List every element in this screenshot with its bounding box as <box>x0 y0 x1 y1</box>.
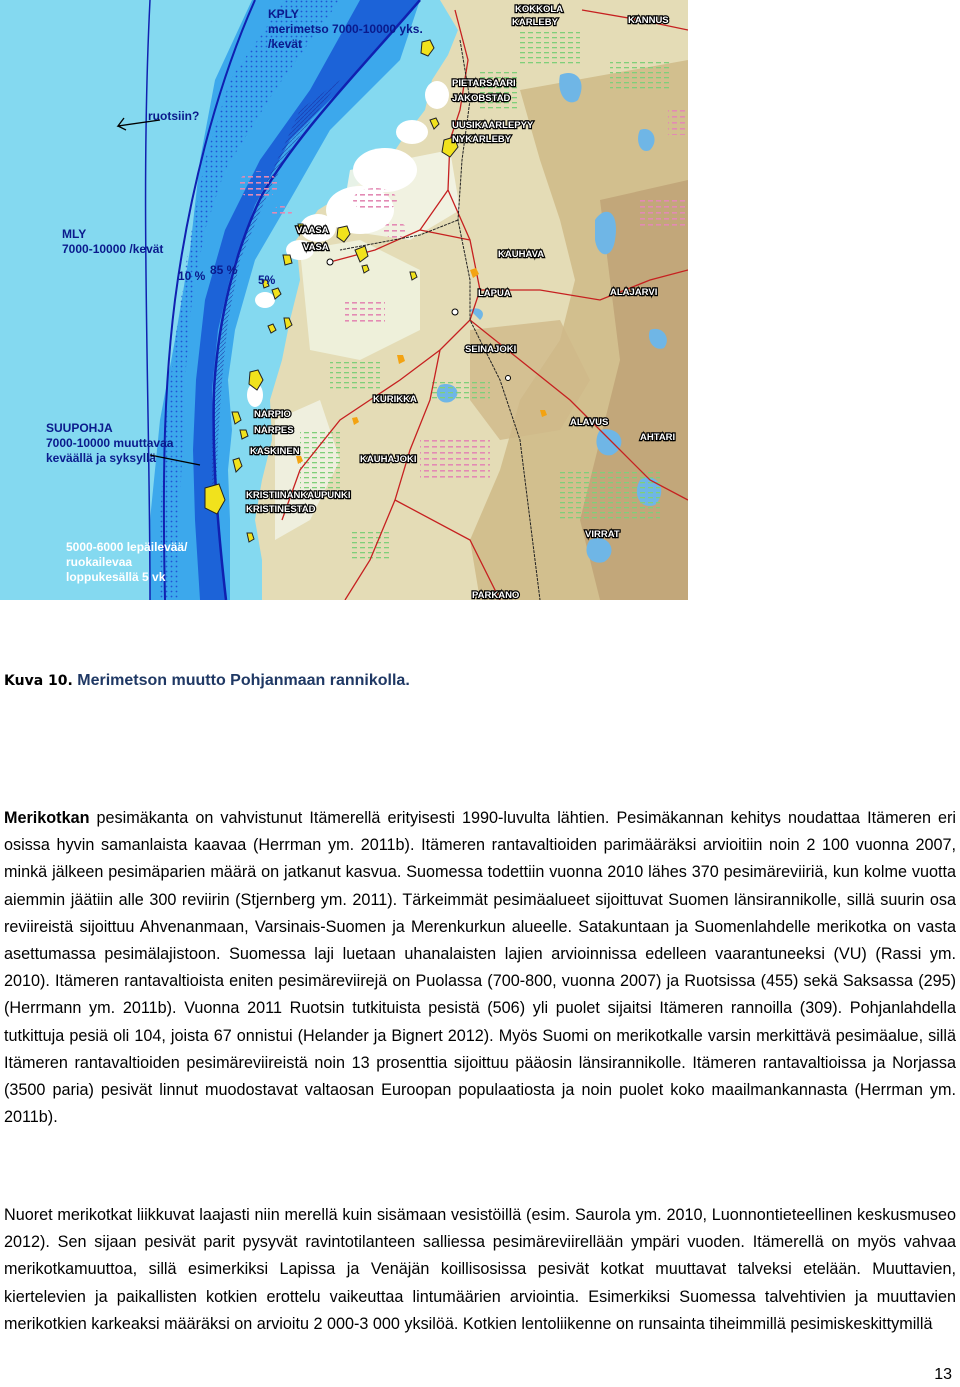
mly-label-2: 7000-10000 /kevät <box>62 242 164 256</box>
place-kristinestad: KRISTINESTAD <box>246 504 316 515</box>
figure-caption <box>4 672 410 690</box>
place-kristiinankaupunki: KRISTIINANKAUPUNKI <box>246 490 351 501</box>
place-alavus: ALAVUS <box>570 417 609 428</box>
place-seinajoki: SEINAJOKI <box>465 344 517 355</box>
pct-10-label: 10 % <box>178 269 206 283</box>
place-parkano: PARKANO <box>472 590 520 600</box>
place-kannus: KANNUS <box>628 15 669 26</box>
place-nykarleby: NYKARLEBY <box>452 134 512 145</box>
paragraph-1 <box>4 805 956 1131</box>
caption-text: Merimetson muutto Pohjanmaan rannikolla. <box>77 672 410 689</box>
paragraph-1-text: pesimäkanta on vahvistunut Itämerellä erityisesti 1990-luvulta lähtien. Pesimäkannan kehitys noudattaa Itämeren eri osissa hyvin samanlaista kaavaa (Herrman ym. 2011b). Itämeren rantavaltioiden parimääräksi arvioitiin noin 2 100 vuonna 2007, minkä jälkeen pesimäparien määrä on jatkanut kasvua. Suomessa todettiin vuonna 2010 lähes 370 pesimäreviiriä, kun kolme vuotta aiemmin jäätiin alle 300 reviirin (Stjernberg ym. 2011). Tärkeimmät pesimäalueet sijoittuvat Suomen länsirannikolle, sillä suurin osa reviireistä sijoittuu Ahvenanmaan, Varsinais-Suomen ja Merenkurkun alueelle. Satakuntaan ja Suomenlahdelle merikotka on vasta asettumassa pesimälajistoon. Suomessa laji luetaan uhanalaisten lajien arvioinnissa edelleen vaarantuneeksi (VU) (Rassi ym. 2010). Itämeren rantavaltioista eniten pesimäreviirejä on Puolassa (700-800, vuonna 2007) ja Ruotsissa (455) sekä Saksassa (295) (Herrmann ym. 2011b). Vuonna 2011 Ruotsin tutkituista pesistä (506) yli puolet sijaitsi Itämeren rannoilla (309). Pohjanlahdella tutkittuja pesiä oli 104, joista 67 onnistui (Helander ja Bignert 2012). Myös Suomi on merikotkalle varsin merkittävä pesimäalue, sillä Itämeren rantavaltioiden pesimäreviireistä noin 13 prosenttia sijoittuu pääosin länsirannikolle. Itämeren rantavaltioissa ja Norjassa (3500 paria) pesivät linnut muodostavat valtaosan Euroopan populaatiosta ja noin puolet koko maailmankannasta (Herrman ym. 2011b). <box>4 809 956 1127</box>
place-kauhajoki: KAUHAJOKI <box>360 454 417 465</box>
paragraph-2: Nuoret merikotkat liikkuvat laajasti niin merellä kuin sisämaan vesistöillä (esim. Saurola ym. 2010, Luonnontieteellinen keskusmuseo 2012). Sen sijaan pesivät parit pysyvät ravintotilanteen salliessa pesimäreviirellään ympäri vuoden. Itämerellä on myös vahvaa merikotkamuuttoa, sillä esimerkiksi Lapissa ja Venäjän koillisosissa pesivät kotkat muuttavat talveksi etelään. Muuttavien, kiertelevien ja paikallisten kotkien erottelu vaikeuttaa lintumäärien arviointia. Esimerkiksi Suomessa talvehtivien ja muuttavien merikotkien karkeaksi määräksi on arvioitu 2 000-3 000 yksilöä. Kotkien lentoliikenne on runsainta tiheimmillä pesimiskeskittymillä <box>4 1206 956 1333</box>
place-kaskinen: KASKINEN <box>250 446 300 457</box>
caption-label: Kuva 10. <box>4 673 73 689</box>
place-alajarvi: ALAJARVI <box>610 287 658 298</box>
pct-85-label: 85 % <box>210 263 238 277</box>
place-narpio: NARPIO <box>254 409 291 420</box>
suupohja-label-1: SUUPOHJA <box>46 421 113 435</box>
place-vasa: VASA <box>303 242 329 253</box>
migration-map <box>0 0 688 600</box>
mly-label-1: MLY <box>62 227 87 241</box>
place-kokkola: KOKKOLA <box>515 4 564 15</box>
place-virrat: VIRRAT <box>585 529 620 540</box>
rest-label-2: ruokailevaa <box>66 555 133 569</box>
place-pietarsaari: PIETARSAARI <box>452 78 516 89</box>
suupohja-label-2: 7000-10000 muuttavaa <box>46 436 174 450</box>
place-jakobstad: JAKOBSTAD <box>452 93 511 104</box>
ruotsiin-label: ruotsiin? <box>148 109 200 123</box>
place-vaasa: VAASA <box>296 225 329 236</box>
place-ahtari: AHTARI <box>640 432 676 443</box>
place-karleby: KARLEBY <box>512 17 558 28</box>
rest-label-3: loppukesällä 5 vk <box>66 570 166 584</box>
place-lapua: LAPUA <box>478 288 511 299</box>
place-narpes: NARPES <box>254 425 294 436</box>
suupohja-label-3: keväällä ja syksyllä <box>46 451 157 465</box>
paragraph-1-lead: Merikotkan <box>4 809 90 827</box>
page-number: 13 <box>934 1366 952 1383</box>
kply-label-3: /kevät <box>268 37 303 51</box>
place-kauhava: KAUHAVA <box>498 249 545 260</box>
place-uusikaarlepyy: UUSIKAARLEPYY <box>452 120 534 131</box>
kply-label-1: KPLY <box>268 7 299 21</box>
kply-label-2: merimetso 7000-10000 yks. <box>268 22 423 36</box>
place-kurikka: KURIKKA <box>373 394 417 405</box>
rest-label-1: 5000-6000 lepäilevää/ <box>66 540 188 554</box>
pct-5-label: 5% <box>258 273 276 287</box>
